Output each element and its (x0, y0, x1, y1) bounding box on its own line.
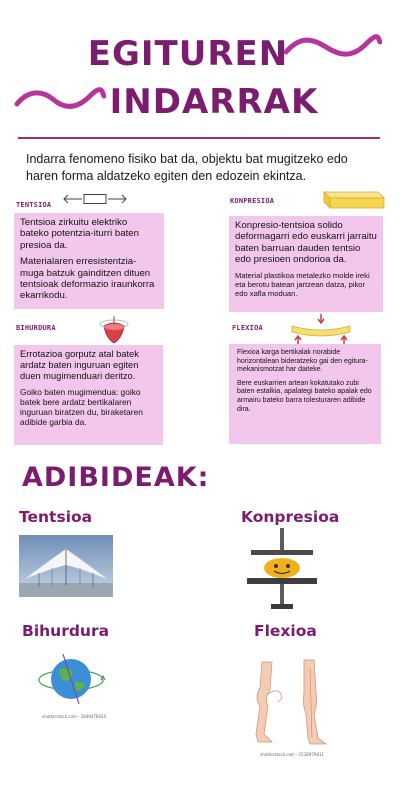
compression-paragraph-1: Konpresio-tentsioa solido deformagarri edo euskarri jarraitu baten barruan dauden tentsio edo presioen ondorioa da. (235, 220, 377, 266)
flexion-card (229, 344, 381, 444)
tension-card (14, 213, 164, 309)
tension-structure-photo (19, 535, 113, 597)
torsion-earth-rotation-photo (35, 648, 107, 710)
torsion-image-credit: shutterstock.com · 1849476624 (42, 714, 107, 719)
compression-block-icon (316, 186, 386, 214)
compression-press-photo (243, 528, 321, 610)
example-compression-label: Konpresioa (241, 508, 340, 526)
example-torsion-label: Bihurdura (22, 622, 110, 640)
title-line-1: EGITUREN (87, 34, 289, 74)
flexion-heading: FLEXIOA (232, 324, 263, 332)
spinning-top-icon (92, 314, 132, 346)
bending-beam-icon (290, 312, 352, 346)
example-flexion-label: Flexioa (254, 622, 317, 640)
torsion-heading: BIHURDURA (16, 324, 56, 332)
example-tension-label: Tentsioa (19, 508, 93, 526)
squiggle-top-right-decoration (282, 34, 382, 60)
tension-paragraph-2: Materialaren erresistentzia-muga batzuk gainditzen dituen tentsioak deformazio iraunkorra ekarrikodu. (20, 256, 155, 302)
squiggle-left-decoration (14, 86, 106, 112)
examples-heading: ADIBIDEAK: (22, 462, 210, 493)
compression-paragraph-2: Material plastikoa metalezko molde ireki eta berotu batean jartzean datza, pikor edo xafla moduan. (235, 270, 370, 299)
torsion-card (14, 345, 163, 445)
torsion-paragraph-2: Goiko baten mugimendua: goiko batek bere ardatz bertikalaren inguruan biratzen du, biraketaren adibide garbia da. (20, 387, 143, 427)
flexion-image-credit: shutterstock.com · 1536979811 (260, 752, 325, 757)
flexion-paragraph-1: Flexioa karga bertikalak norabide horizontalean bideratzeko gai den egitura-mekanismotzat har daiteke. (237, 349, 368, 374)
flexion-knee-photo (252, 658, 334, 746)
tension-heading: TENTSIOA (16, 201, 52, 209)
intro-text: Indarra fenomeno fisiko bat da, objektu bat mugitzeko edo haren forma aldatzeko egiten den edozein ekintza. (26, 152, 348, 183)
title-divider (18, 137, 380, 139)
compression-heading: KONPRESIOA (230, 197, 275, 205)
tension-paragraph-1: Tentsioa zirkuitu elektriko bateko potentzia-iturri baten presioa da. (20, 217, 139, 251)
compression-card (229, 216, 383, 312)
torsion-paragraph-1: Errotazioa gorputz atal batek ardatz baten inguruan egiten duen mugimenduari deritzo. (20, 349, 139, 381)
tension-arrows-icon (62, 192, 128, 206)
title-line-2: INDARRAK (109, 82, 319, 122)
flexion-paragraph-2: Bere euskarrien artean kokatutako zubi baten estalkia, apalategi bateko apalak edo armairu bateko barra tolesturaren adibide dira. (237, 379, 372, 413)
